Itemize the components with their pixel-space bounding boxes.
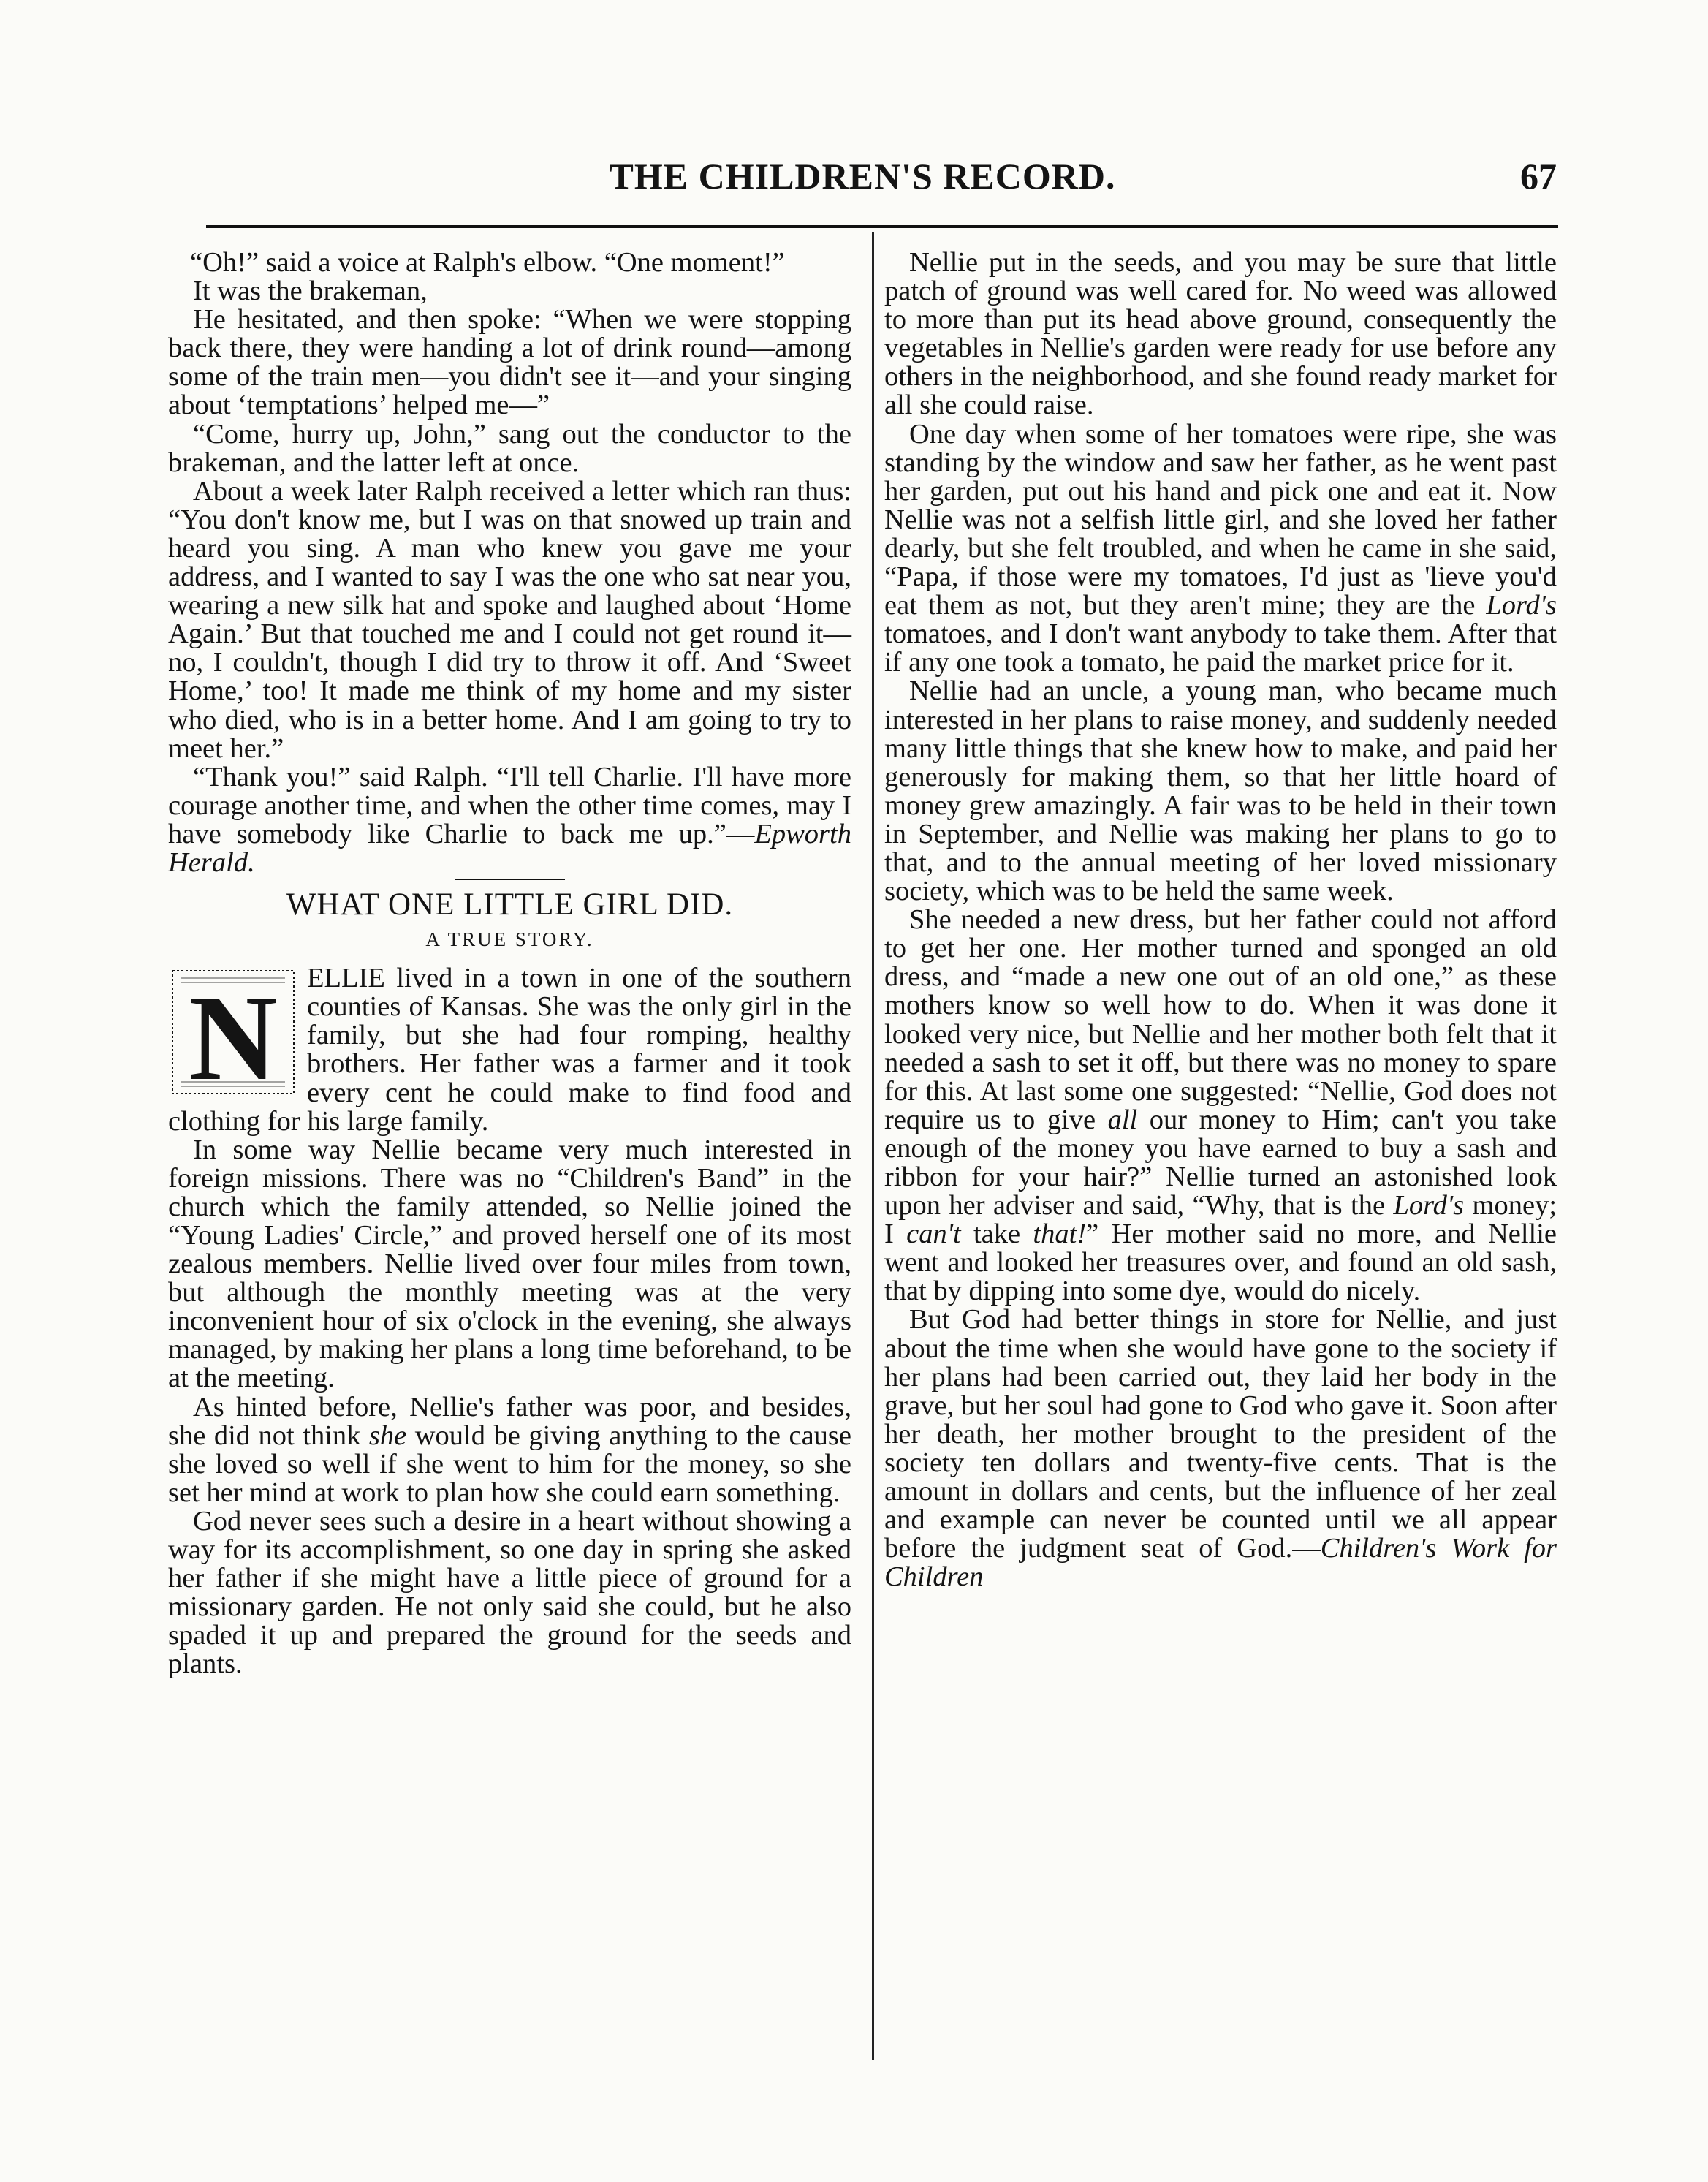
column-divider <box>872 232 874 2060</box>
paragraph-text: But God had better things in store for Nellie, and just about the time when she would have gone to the society if her plans had been carried out, they laid her body in the grave, but her soul had gone to God who gave it. Soon after her death, her mother brought to the president of the society ten dollars and twenty-five cents. That is the amount in dollars and cents, but the influence of her zeal and example can never be counted until we all appear before the judgment seat of God.— <box>884 1304 1557 1564</box>
paragraph: “Come, hurry up, John,” sang out the conductor to the brakeman, and the latter left at once. <box>168 418 851 478</box>
paragraph-text: money; I <box>884 1190 1557 1250</box>
decorative-initial <box>168 967 298 1097</box>
paragraph: About a week later Ralph received a letter which ran thus: “You don't know me, but I was on that snowed up train and heard you sing. A man who knew you gave me your address, and I wanted to say I was the one who sat near you, wearing a new silk hat and spoke and laughed about ‘Home Again.’ But that touched me and I could not get round it—no, I couldn't, though I did try to throw it off. And ‘Sweet Home,’ too! It made me think of my home and my sister who died, who is in a better home. And I am going to try to meet her.” <box>168 475 851 764</box>
article-subtitle: A TRUE STORY. <box>425 928 594 951</box>
page-header <box>168 155 1557 206</box>
paragraph: He hesitated, and then spoke: “When we were stopping back there, they were handing a lot of drink round—among some of the train men—you didn't see it—and your singing about ‘temptations’ helped me—” <box>168 304 851 421</box>
paragraph: God never sees such a desire in a heart without showing a way for its accomplishment, so one day in spring she asked her father if she might have a little piece of ground for a missionary garden. He not only said she could, but he also spaded it up and prepared the ground for the seeds and plants. <box>168 1505 851 1680</box>
source-credit: Epworth Herald. <box>168 818 851 878</box>
dropcap-letter: N <box>189 970 278 1096</box>
paragraph-text: our money to Him; can't you take enough of the money you have earned to buy a sash and ribbon for your hair?” Nellie turned an astonished look upon her adviser and said, “Why, that is the <box>884 1104 1557 1221</box>
dropcap-ornament <box>171 969 295 1095</box>
right-column <box>884 249 1557 1591</box>
paragraph: In some way Nellie became very much interested in foreign missions. There was no “Children's Band” in the church which the family attended, so Nellie joined the “Young Ladies' Circle,” and proved herself one of its most zealous members. Nellie lived over four miles from town, but although the monthly meeting was at the very inconvenient hour of six o'clock in the evening, she always managed, by making her plans a long time beforehand, to be at the meeting. <box>168 1134 851 1394</box>
paragraph-text: would be giving anything to the cause she loved so well if she went to him for the money, so she set her mind at work to plan how she could earn something. <box>168 1420 852 1508</box>
left-column <box>168 249 851 1679</box>
opening-text: ELLIE lived in a town in one of the southern counties of Kansas. She was the only girl in the family, but she had four romping, healthy brothers. Her father was a farmer and it took every cent he could make to find food and clothing for his large family. <box>168 963 851 1137</box>
paragraph <box>884 420 1557 678</box>
paragraph <box>168 1393 851 1507</box>
paragraph: Nellie had an uncle, a young man, who became much interested in her plans to raise money, and suddenly needed many little things that she knew how to make, and paid her generously for making them, so that her little hoard of money grew amazingly. A fair was to be held in their town in September, and Nellie was making her plans to go to that, and to the annual meeting of her loved missionary society, which was to be held the same week. <box>884 675 1557 907</box>
source-credit: Children's Work for Children <box>884 1533 1557 1593</box>
running-title: THE CHILDREN'S RECORD. <box>609 156 1116 197</box>
header-rule <box>206 225 1558 228</box>
emphasis: Lord's <box>1486 590 1557 621</box>
opening-paragraph <box>168 964 851 1136</box>
article-separator <box>455 879 565 880</box>
paragraph-text: ” Her mother said no more, and Nellie went and looked her treasures over, and found an old sash, that by dipping into some dye, would do nicely. <box>884 1219 1557 1307</box>
article-title: WHAT ONE LITTLE GIRL DID. <box>286 887 734 923</box>
paragraph-text: As hinted before, Nellie's father was poor, and besides, she did not think <box>168 1391 851 1451</box>
paragraph: It was the brakeman, <box>193 276 428 307</box>
paragraph: Nellie put in the seeds, and you may be sure that little patch of ground was well cared for. No weed was allowed to more than put its head above ground, consequently the vegetables in Nellie's garden were ready for use before any others in the neighborhood, and she found ready market for all she could raise. <box>884 247 1557 421</box>
paragraph-text: “Thank you!” said Ralph. “I'll tell Charlie. I'll have more courage another time, and when the other time comes, may I have somebody like Charlie to back me up.”— <box>168 761 851 849</box>
paragraph <box>884 906 1557 1306</box>
paragraph <box>168 763 851 877</box>
emphasis: can't <box>906 1219 961 1250</box>
paragraph: “Oh!” said a voice at Ralph's elbow. “One moment!” <box>190 247 785 278</box>
emphasis: that! <box>1033 1219 1087 1250</box>
page-number: 67 <box>1520 156 1557 197</box>
paragraph-text: take <box>973 1219 1021 1250</box>
emphasis: all <box>1107 1104 1138 1135</box>
paragraph <box>884 1306 1557 1591</box>
paragraph-text: tomatoes, and I don't want anybody to take them. After that if any one took a tomato, he paid the market price for it. <box>884 618 1557 678</box>
emphasis: she <box>368 1420 407 1451</box>
emphasis: Lord's <box>1393 1190 1465 1221</box>
paragraph-text: She needed a new dress, but her father could not afford to get her one. Her mother turned and sponged an old dress, and “made a new one out of an old one,” as these mothers know so well how to do. When it was done it looked very nice, but Nellie and her mother both felt that it needed a sash to set it off, but there was no money to spare for this. At last some one suggested: “Nellie, God does not require us to give <box>884 904 1557 1135</box>
paragraph-text: One day when some of her tomatoes were ripe, she was standing by the window and saw her father, as he went past her garden, put out his hand and pick one and eat it. Now Nellie was not a selfish little girl, and she loved her father dearly, but she felt troubled, and when he came in she said, “Papa, if those were my tomatoes, I'd just as 'lieve you'd eat them as not, but they aren't mine; they are the <box>884 418 1557 621</box>
